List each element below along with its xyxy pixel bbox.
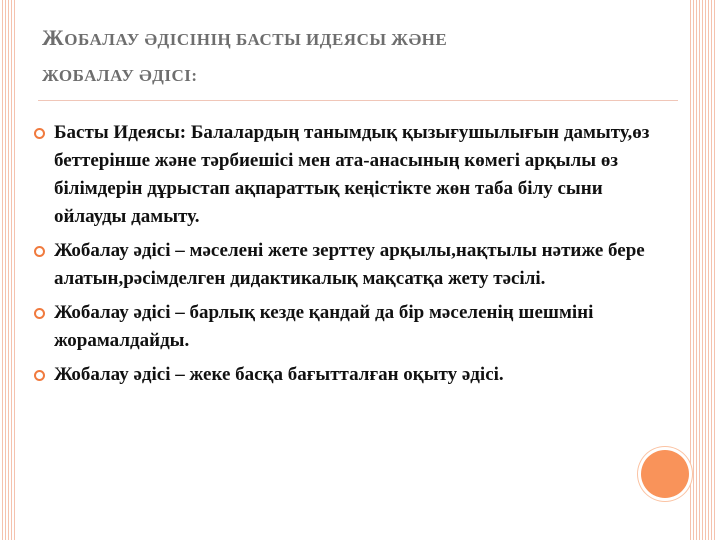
bullet-text: Басты Идеясы: Балалардың танымдық қызығушылығын дамыту,өз беттерінше және тәрбиешісі мен ата-анасының көмегі арқылы өз білімдерін дұрыстап ақпараттық кеңістікте жөн таба білу сыни ойлауды дамыту.	[54, 122, 650, 227]
bullet-circle-icon	[34, 246, 45, 257]
decorative-orange-circle	[641, 450, 689, 498]
slide-title	[42, 16, 652, 94]
slide-title-initial: Ж	[42, 25, 65, 50]
bullet-item-problem-solving	[34, 299, 674, 355]
slide-title-line-2: ЖОБАЛАУ ӘДІСІ:	[42, 66, 198, 85]
left-decorative-stripes	[2, 0, 16, 540]
bullet-item-personal-focus	[34, 361, 674, 389]
bullet-item-main-idea	[34, 119, 674, 231]
slide-title-line-1-text: ОБАЛАУ ӘДІСІНІҢ БАСТЫ ИДЕЯСЫ ЖӘНЕ	[64, 30, 448, 49]
bullet-text: Жобалау әдісі – барлық кезде қандай да бір мәселенің шешміні жорамалдайды.	[54, 302, 594, 351]
bullet-circle-icon	[34, 128, 45, 139]
bullet-item-definition	[34, 237, 674, 293]
bullet-text: Жобалау әдісі – мәселені жете зерттеу арқылы,нақтылы нәтиже бере алатын,рәсімделген дидактикалық мақсатқа жету тәсілі.	[54, 240, 645, 289]
right-decorative-stripes	[690, 0, 716, 540]
bullet-circle-icon	[34, 308, 45, 319]
title-divider	[38, 100, 678, 101]
bullet-circle-icon	[34, 370, 45, 381]
slide-title-line-1	[42, 16, 652, 58]
bullet-list	[34, 119, 674, 395]
bullet-text: Жобалау әдісі – жеке басқа бағытталған оқыту әдісі.	[54, 364, 504, 385]
